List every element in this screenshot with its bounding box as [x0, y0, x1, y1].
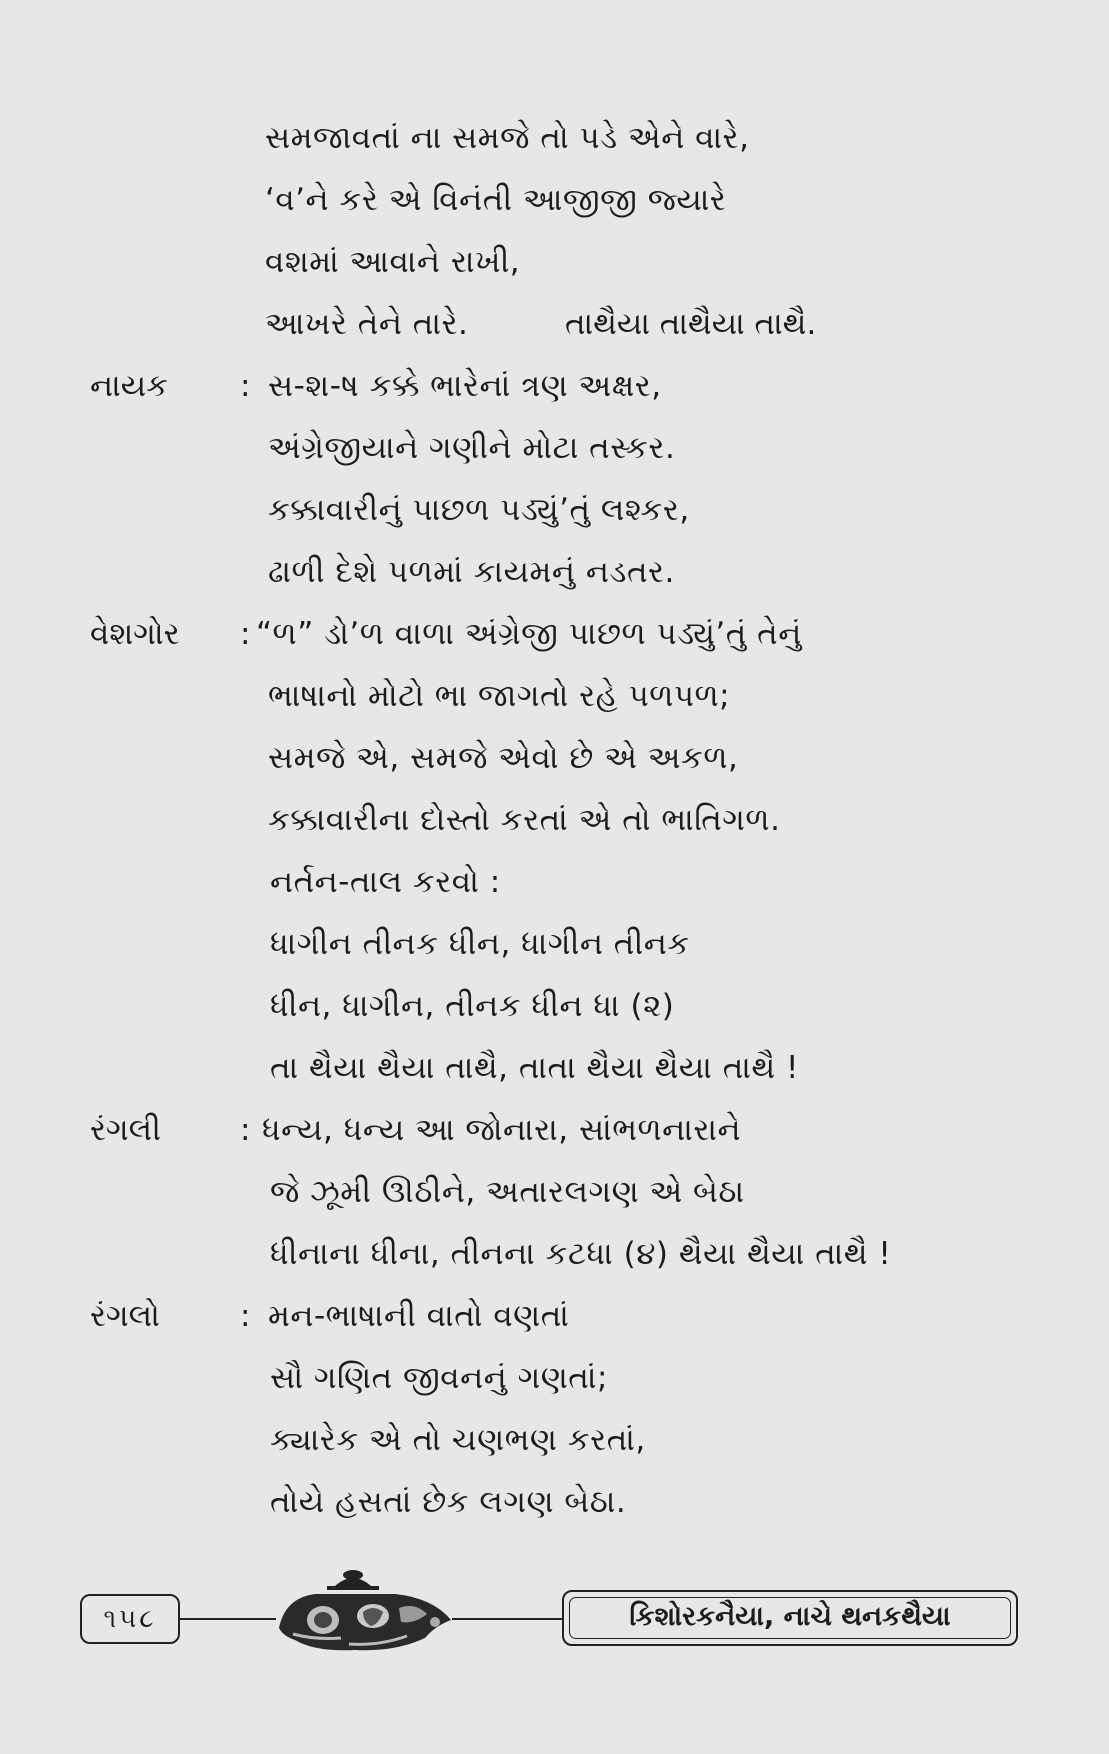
verse-line: ધાગીન તીનક ધીન, ધાગીન તીનક	[270, 926, 690, 962]
verse-line: તોયે હસતાં છેક લગણ બેઠા.	[270, 1484, 627, 1520]
speaker-colon: :	[240, 368, 251, 404]
verse-line: ધન્ય, ધન્ય આ જોનારા, સાંભળનારાને	[262, 1112, 742, 1148]
speaker-colon: :	[240, 616, 251, 652]
footer-rule	[452, 1618, 564, 1620]
verse-line: મન-ભાષાની વાતો વણતાં	[268, 1298, 570, 1334]
refrain-text: તાથૈયા તાથૈયા તાથૈ.	[565, 306, 817, 342]
speaker-name: રંગલી	[90, 1112, 161, 1148]
speaker-name: વેશગોર	[90, 616, 180, 652]
verse-line: કક્કાવારીનું પાછળ પડ્યું’તું લશ્કર,	[268, 492, 690, 528]
verse-line: કક્કાવારીના દોસ્તો કરતાં એ તો ભાતિગળ.	[268, 802, 781, 838]
speaker-colon: :	[240, 1298, 251, 1334]
verse-line: ‘વ’ને કરે એ વિનંતી આજીજી જ્યારે	[265, 182, 727, 218]
verse-line: અંગ્રેજીયાને ગણીને મોટા તસ્કર.	[268, 430, 676, 466]
verse-line: સ-શ-ષ કક્કે ભારેનાં ત્રણ અક્ષર,	[268, 368, 662, 404]
book-title: કિશોરકનૈયા, નાચે થનકથૈયા	[569, 1597, 1011, 1639]
page-number: ૧૫૮	[80, 1594, 180, 1644]
verse-line: ધીન, ધાગીન, તીનક ધીન ધા (૨)	[270, 988, 675, 1024]
footer-rule	[176, 1618, 276, 1620]
verse-line: આખરે તેને તારે.	[265, 306, 469, 342]
verse-line: ધીનાના ધીના, તીનના કટધા (૪) થૈયા થૈયા તાથૈ !	[270, 1236, 892, 1272]
stage-direction: નર્તન-તાલ કરવો :	[270, 864, 501, 900]
book-title-box	[562, 1590, 1018, 1646]
verse-line: સમજાવતાં ના સમજે તો પડે એને વારે,	[265, 120, 750, 156]
speaker-name: રંગલો	[90, 1298, 160, 1334]
verse-line: “ળ” ડો’ળ વાળા અંગ્રેજી પાછળ પડ્યું’તું તેનું	[256, 616, 802, 652]
verse-line: ઢાળી દેશે પળમાં કાયમનું નડતર.	[268, 554, 675, 590]
speaker-colon: :	[240, 1112, 251, 1148]
verse-line: સૌ ગણિત જીવનનું ગણતાં;	[270, 1360, 608, 1396]
verse-line: તા થૈયા થૈયા તાથૈ, તાતા થૈયા થૈયા તાથૈ !	[270, 1050, 799, 1086]
footer-emblem-icon	[275, 1568, 455, 1654]
verse-line: જે ઝૂમી ઊઠીને, અતારલગણ એ બેઠા	[270, 1174, 745, 1210]
verse-line: સમજે એ, સમજે એવો છે એ અકળ,	[268, 740, 739, 776]
verse-line: ક્યારેક એ તો ચણભણ કરતાં,	[270, 1422, 646, 1458]
verse-line: વશમાં આવાને રાખી,	[265, 244, 521, 280]
speaker-name: નાયક	[90, 368, 168, 404]
verse-line: ભાષાનો મોટો ભા જાગતો રહે પળપળ;	[268, 678, 731, 714]
